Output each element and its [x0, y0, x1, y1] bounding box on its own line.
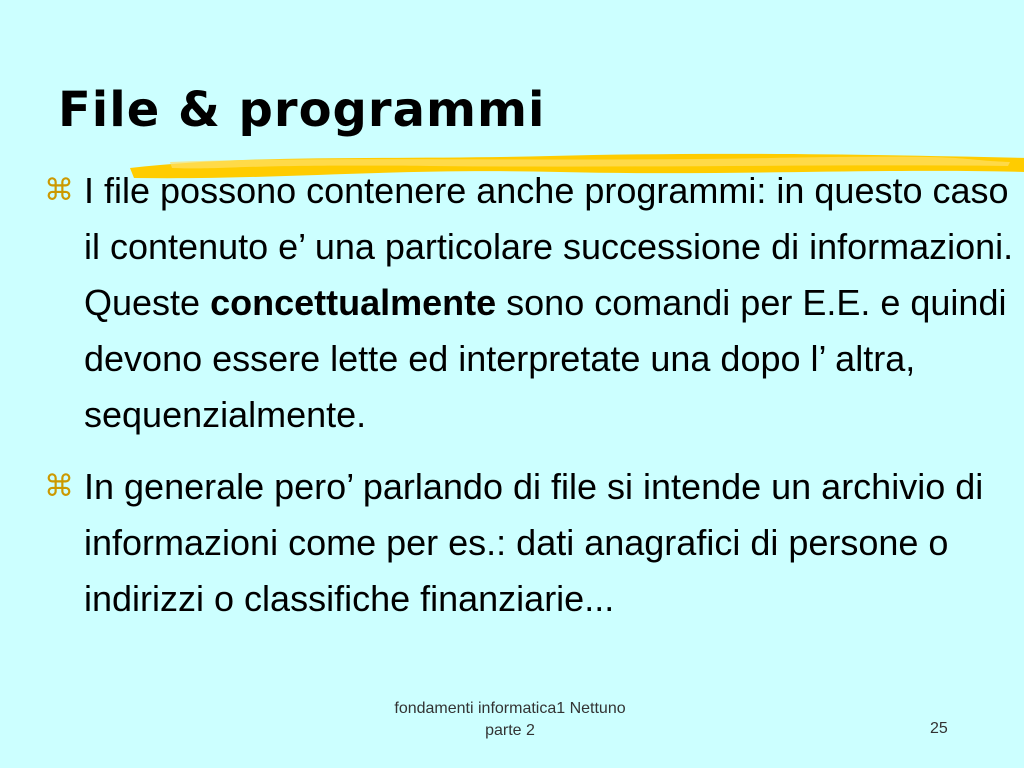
command-key-icon: ⌘: [44, 174, 74, 207]
footer-line-1: fondamenti informatica1 Nettuno: [394, 700, 626, 717]
footer-text: [350, 698, 670, 742]
bullet-text-bold: concettualmente: [210, 282, 497, 323]
bullet-text: sono comandi per E.E. e quindi devono essere lette ed interpretate una dopo l’ altra, sequenzialmente.: [84, 282, 1007, 435]
bullet-text: I file possono contenere anche programmi: in questo caso il contenuto e’ una particolare successione di informazioni. Queste: [84, 170, 1014, 323]
slide-title: File & programmi: [58, 82, 546, 138]
bullet-list: [44, 163, 1019, 643]
footer-line-2: parte 2: [485, 722, 535, 739]
command-key-icon: ⌘: [44, 470, 74, 503]
bullet-item: [44, 459, 1019, 627]
bullet-text: In generale pero’ parlando di file si intende un archivio di informazioni come per es.: dati anagrafici di persone o indirizzi o classifiche finanziarie...: [84, 466, 984, 619]
page-number: 25: [930, 720, 948, 737]
bullet-item: [44, 163, 1019, 443]
